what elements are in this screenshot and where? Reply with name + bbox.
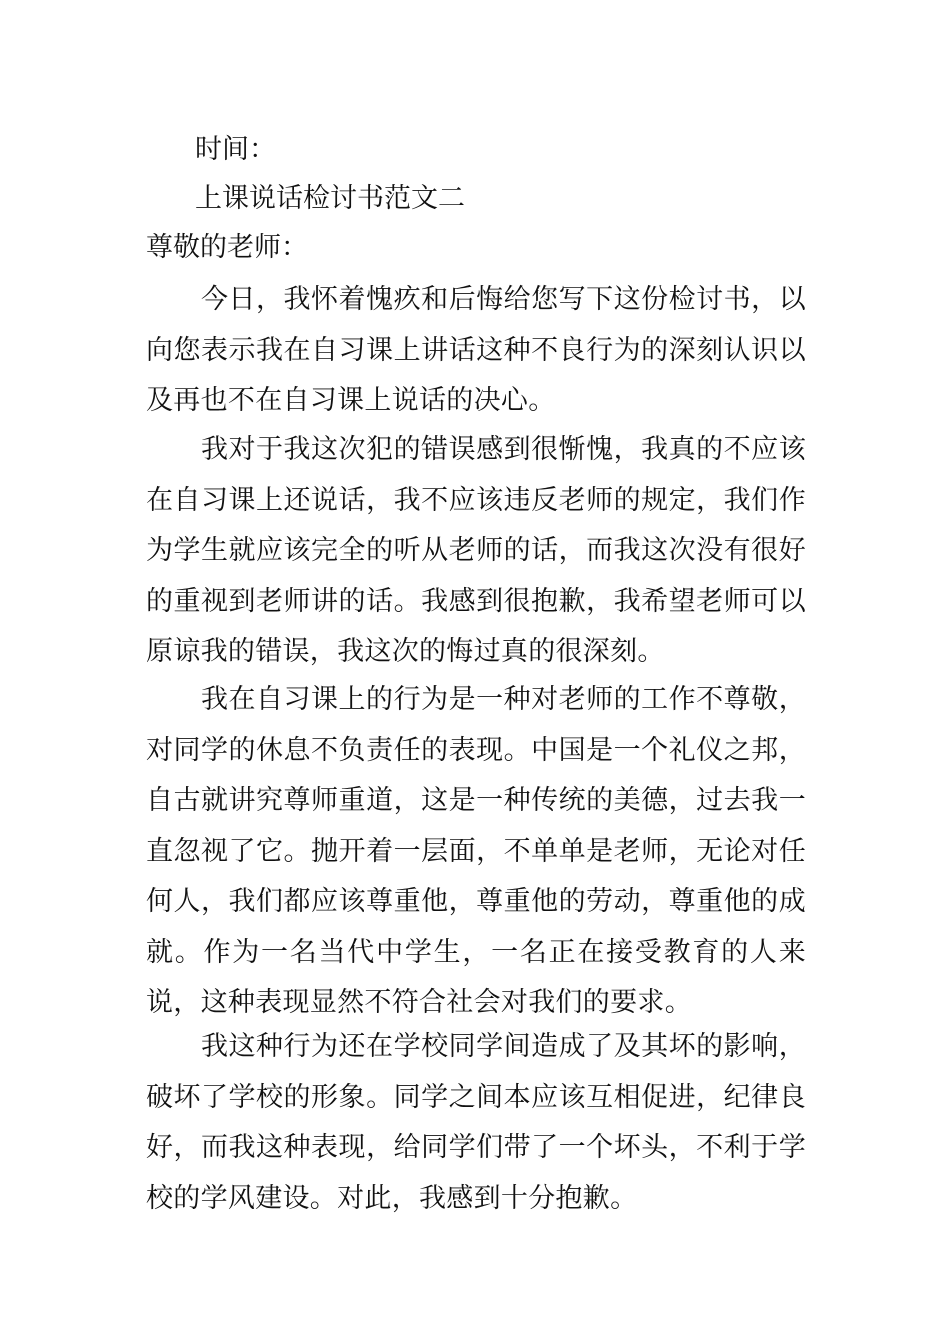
paragraph-4: 我这种行为还在学校同学间造成了及其坏的影响，破坏了学校的形象。同学之间本应该互相促进，纪律良好，而我这种表现，给同学们带了一个坏头，不利于学校的学风建设。对此，我感到十分抱歉。 xyxy=(146,1031,806,1214)
time-label: 时间： xyxy=(195,134,276,165)
salutation: 尊敬的老师： xyxy=(146,232,308,263)
paragraph-3: 我在自习课上的行为是一种对老师的工作不尊敬，对同学的休息不负责任的表现。中国是一个礼仪之邦，自古就讲究尊师重道，这是一种传统的美德，过去我一直忽视了它。抛开着一层面，不单单是老师，无论对任何人，我们都应该尊重他，尊重他的劳动，尊重他的成就。作为一名当代中学生，一名正在接受教育的人来说，这种表现显然不符合社会对我们的要求。 xyxy=(146,684,806,1018)
document-title: 上课说话检讨书范文二 xyxy=(195,183,465,214)
paragraph-1: 今日，我怀着愧疚和后悔给您写下这份检讨书，以向您表示我在自习课上讲话这种不良行为的深刻认识以及再也不在自习课上说话的决心。 xyxy=(146,284,806,416)
paragraph-2: 我对于我这次犯的错误感到很惭愧，我真的不应该在自习课上还说话，我不应该违反老师的规定，我们作为学生就应该完全的听从老师的话，而我这次没有很好的重视到老师讲的话。我感到很抱歉，我希望老师可以原谅我的错误，我这次的悔过真的很深刻。 xyxy=(146,434,806,667)
